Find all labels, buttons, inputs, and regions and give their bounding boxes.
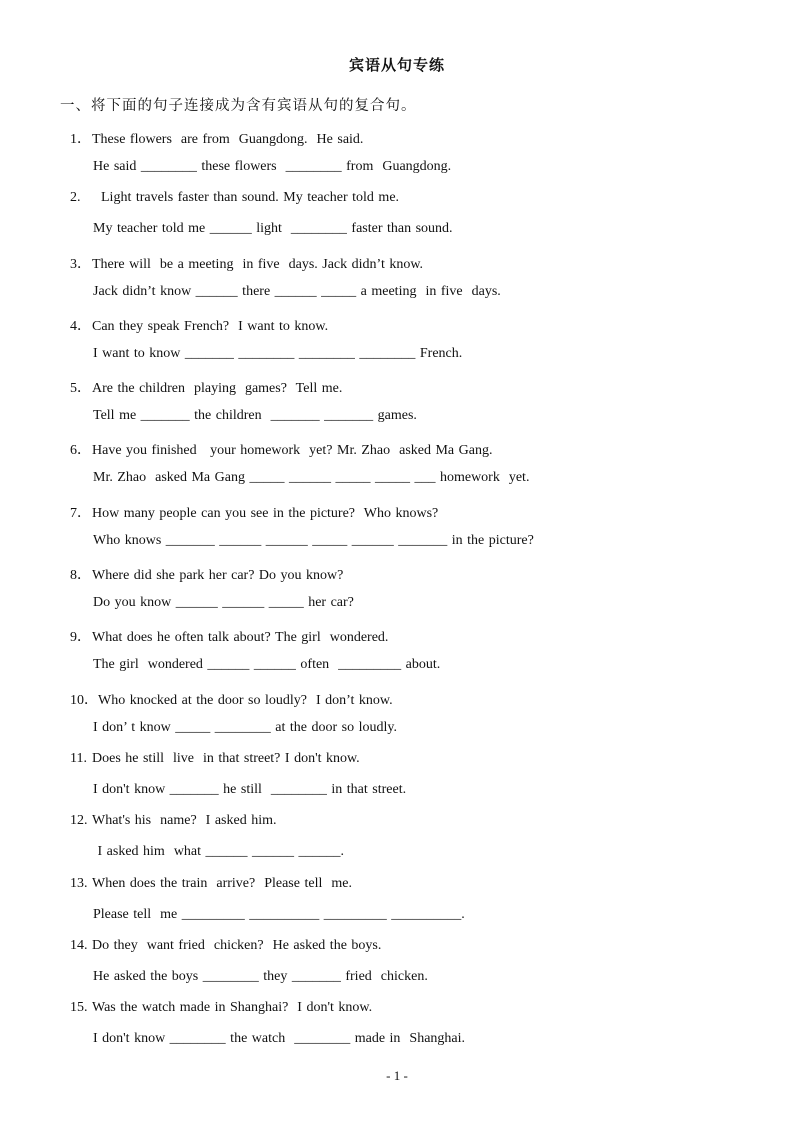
question-text: When does the train arrive? Please tell me. (92, 875, 352, 891)
question-prompt (70, 813, 276, 829)
question-text: Who knocked at the door so loudly? I don’t know. (98, 692, 393, 708)
question-prompt (70, 190, 399, 206)
question-item (0, 872, 794, 934)
question-prompt (70, 751, 360, 767)
answer-line: The girl wondered ______ ______ often _________ about. (93, 657, 441, 673)
question-prompt (70, 626, 388, 646)
question-number: 3． (70, 256, 91, 272)
question-number: 4． (70, 318, 91, 334)
question-number: 9． (70, 630, 91, 646)
answer-line: Who knows _______ ______ ______ _____ ______ _______ in the picture? (93, 532, 534, 548)
page-number: - 1 - (386, 1068, 408, 1083)
answer-line: I don't know ________ the watch ________ made in Shanghai. (93, 1031, 466, 1047)
answer-line: My teacher told me ______ light ________ faster than sound. (93, 221, 453, 237)
question-text: Was the watch made in Shanghai? I don't know. (92, 1000, 373, 1016)
question-prompt (70, 938, 381, 954)
answer-line: I want to know _______ ________ ________ ________ French. (93, 345, 463, 361)
question-text: Does he still live in that street? I don't know. (92, 750, 360, 766)
question-item (0, 685, 794, 747)
question-number: 11. (70, 750, 92, 766)
question-item (0, 996, 794, 1058)
question-number: 10． (70, 692, 98, 708)
question-item (0, 373, 794, 435)
question-number: 12. (70, 813, 92, 829)
question-prompt (70, 377, 342, 397)
question-number: 14. (70, 937, 92, 953)
answer-line: I asked him what ______ ______ ______. (93, 844, 345, 860)
question-text: Where did she park her car? Do you know? (92, 568, 344, 584)
question-item (0, 311, 794, 373)
question-prompt (70, 439, 492, 459)
question-text: What does he often talk about? The girl wondered. (92, 630, 389, 646)
question-number: 1． (70, 132, 91, 147)
section-heading: 一、将下面的句子连接成为含有宾语从句的复合句。 (60, 98, 417, 114)
answer-line: Mr. Zhao asked Ma Gang _____ ______ _____ _____ ___ homework yet. (93, 470, 530, 486)
question-item (0, 560, 794, 622)
question-prompt (70, 1000, 372, 1016)
question-text: Do they want fried chicken? He asked the boys. (92, 937, 382, 953)
question-prompt (70, 876, 352, 892)
answer-line: I don't know _______ he still ________ in that street. (93, 781, 407, 797)
question-prompt (70, 128, 363, 148)
question-text: What's his name? I asked him. (92, 813, 277, 829)
answer-line: I don’ t know _____ ________ at the door so loudly. (93, 719, 397, 735)
question-item (0, 622, 794, 684)
question-number: 2. (70, 190, 81, 206)
question-number: 5． (70, 381, 91, 397)
question-item (0, 934, 794, 996)
question-item (0, 186, 794, 248)
question-item (0, 249, 794, 311)
question-prompt (70, 315, 328, 335)
question-text: How many people can you see in the picture? Who knows? (92, 505, 439, 521)
page-title: 宾语从句专练 (348, 58, 445, 74)
answer-line: Do you know ______ ______ _____ her car? (93, 595, 354, 611)
answer-line: Jack didn’t know ______ there ______ _____ a meeting in five days. (93, 283, 501, 299)
question-number: 15. (70, 1000, 92, 1016)
question-text: Light travels faster than sound. My teacher told me. (92, 190, 400, 206)
answer-line: He asked the boys ________ they _______ fried chicken. (93, 968, 428, 984)
question-number: 8． (70, 568, 91, 584)
question-text: Can they speak French? I want to know. (92, 318, 329, 334)
question-text: Have you finished your homework yet? Mr. Zhao asked Ma Gang. (92, 443, 493, 459)
question-item (0, 435, 794, 497)
answer-line: He said ________ these flowers ________ from Guangdong. (93, 159, 452, 174)
question-prompt (70, 502, 438, 522)
question-prompt (70, 689, 393, 709)
question-item (0, 124, 794, 186)
question-item (0, 498, 794, 560)
question-item (0, 809, 794, 871)
question-text: Are the children playing games? Tell me. (92, 381, 343, 397)
question-text: These flowers are from Guangdong. He said. (92, 132, 364, 147)
question-prompt (70, 564, 343, 584)
question-number: 6． (70, 443, 91, 459)
question-number: 13. (70, 875, 92, 891)
question-list (0, 124, 794, 1058)
question-item (0, 747, 794, 809)
answer-line: Please tell me _________ __________ _________ __________. (93, 906, 465, 922)
question-text: There will be a meeting in five days. Jack didn’t know. (92, 256, 424, 272)
question-prompt (70, 253, 423, 273)
answer-line: Tell me _______ the children _______ _______ games. (93, 408, 417, 424)
question-number: 7． (70, 505, 91, 521)
